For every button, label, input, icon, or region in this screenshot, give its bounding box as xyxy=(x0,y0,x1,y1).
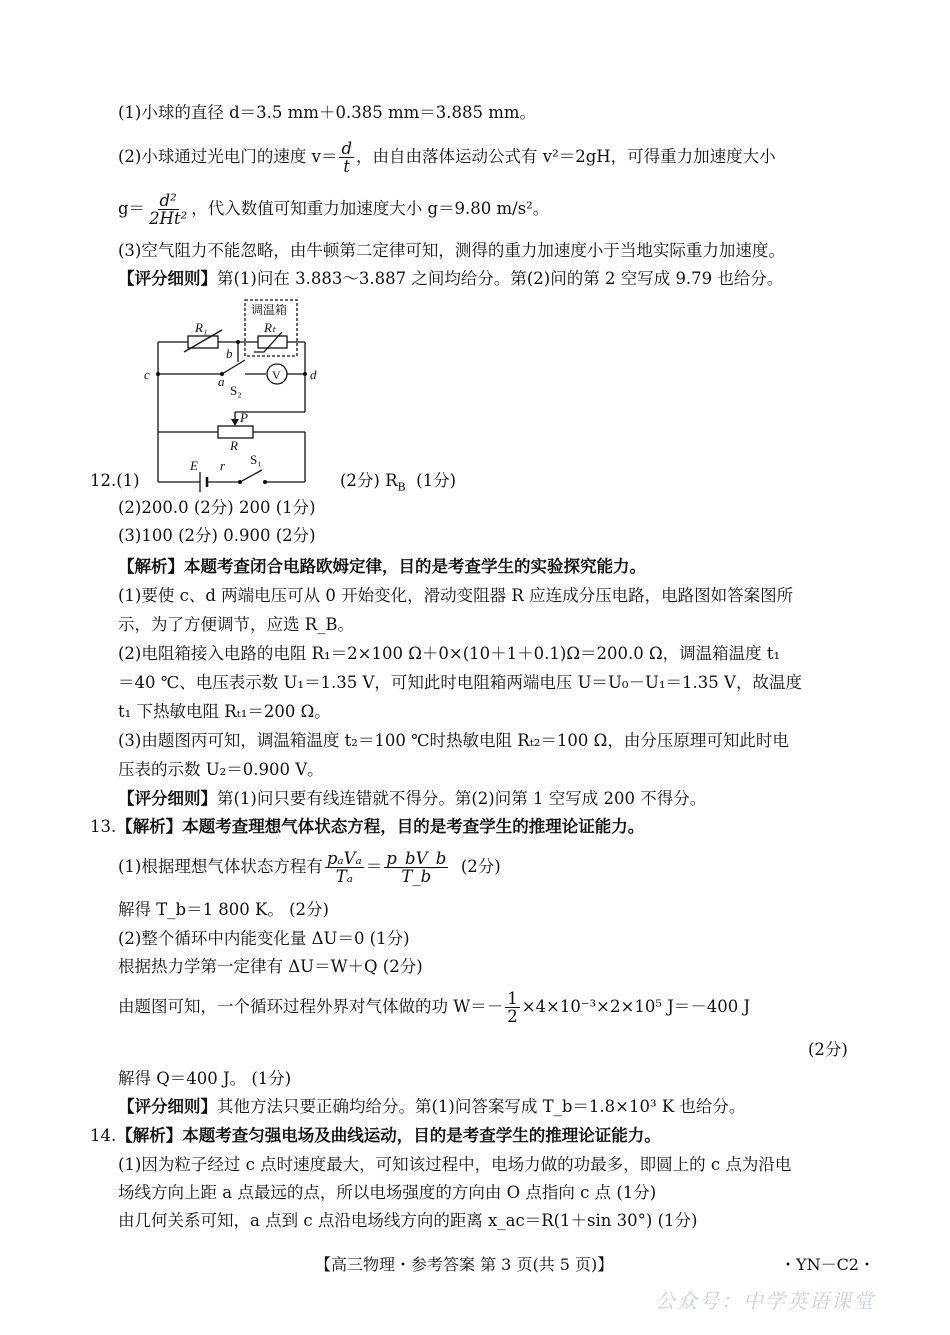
fraction-denominator: Tₐ xyxy=(335,867,353,886)
box-label: 调温箱 xyxy=(251,303,288,317)
scoring-tag: 【评分细则】 xyxy=(118,1097,217,1116)
analysis-text: 本题考查理想气体状态方程，目的是考查学生的推理论证能力。 xyxy=(182,817,645,836)
scoring-tag: 【评分细则】 xyxy=(118,269,217,288)
q11-line-2-text-a: (2)小球通过光电门的速度 v＝ xyxy=(118,147,338,166)
paper-code: ・YN－C2・ xyxy=(780,1255,875,1274)
label-rt: Rₜ xyxy=(264,320,276,335)
fraction-denominator: T_b xyxy=(401,867,432,886)
fraction-denominator: t xyxy=(343,157,351,176)
q12-line-6: (2)电阻箱接入电路的电阻 R₁＝2×100 Ω＋0×(10＋1＋0.1)Ω＝200.0 Ω，调温箱温度 t₁ xyxy=(118,644,781,663)
scoring-tag: 【评分细则】 xyxy=(118,789,217,808)
q11-scoring xyxy=(118,268,783,290)
analysis-tag: 【解析】 xyxy=(116,817,183,836)
q12-scoring xyxy=(118,788,706,810)
label-r-internal: r xyxy=(220,458,226,473)
q13-line-1-text: (1)根据理想气体状态方程有 xyxy=(118,857,323,876)
fraction-d-over-t xyxy=(339,140,354,175)
analysis-text: 本题考查闭合电路欧姆定律，目的是考查学生的实验探究能力。 xyxy=(184,557,646,576)
switch-s2 xyxy=(222,360,245,374)
q12-line-4: (1)要使 c、d 两端电压可从 0 开始变化，滑动变阻器 R 应连成分压电路，电路图如答案图所 xyxy=(118,586,794,605)
node-c xyxy=(156,372,160,376)
q11-line-3 xyxy=(118,192,549,227)
label-p: P xyxy=(240,410,248,425)
analysis-text: 本题考查匀强电场及曲线运动，目的是考查学生的推理论证能力。 xyxy=(182,1126,661,1145)
node-d xyxy=(303,372,307,376)
fraction-numerator: 1 xyxy=(507,989,518,1008)
q13-line-5-text-b: ×4×10⁻³×2×10⁵ J＝－400 J xyxy=(521,997,751,1016)
label-c: c xyxy=(144,367,150,382)
q11-line-3-text-b: ，代入数值可知重力加速度大小 g＝9.80 m/s²。 xyxy=(191,199,550,218)
q13-scoring xyxy=(118,1096,745,1118)
analysis-tag: 【解析】 xyxy=(118,557,184,576)
q14-line-3: 由几何关系可知，a 点到 c 点沿电场线方向的距离 x_ac＝R(1＋sin 30°) (1分) xyxy=(118,1211,698,1230)
q13-line-3: (2)整个循环中内能变化量 ΔU＝0 (1分) xyxy=(118,929,410,948)
circuit-diagram xyxy=(140,292,330,492)
q12-line-2: (3)100 (2分) 0.900 (2分) xyxy=(118,526,316,545)
q12-line-10: 压表的示数 U₂＝0.900 V。 xyxy=(118,760,324,779)
q11-line-2 xyxy=(118,140,776,175)
q14-line-2: 场线方向上距 a 点最远的点，所以电场强度的方向由 O 点指向 c 点 (1分) xyxy=(118,1183,657,1202)
q13-line-6: (2分) xyxy=(808,1040,848,1059)
switch-s1-contact xyxy=(263,480,267,484)
resistor-r1 xyxy=(188,336,218,348)
label-v: V xyxy=(272,368,281,382)
question-number: 14. xyxy=(90,1126,117,1145)
q12-answer-rb: (2分) R xyxy=(340,471,398,490)
switch-s1-pivot xyxy=(238,480,242,484)
q13-analysis xyxy=(90,816,644,838)
q12-line-5: 示，为了方便调节，应选 R_B。 xyxy=(118,615,355,634)
q12-analysis xyxy=(118,556,646,578)
q12-score: (1分) xyxy=(416,471,457,490)
q11-line-2-text-b: ，由自由落体运动公式有 v²＝2gH，可得重力加速度大小 xyxy=(356,147,776,166)
label-a: a xyxy=(218,374,225,389)
fraction-denominator: 2Ht² xyxy=(149,209,188,228)
q11-line-4: (3)空气阻力不能忽略，由牛顿第二定律可知，测得的重力加速度小于当地实际重力加速度。 xyxy=(118,241,785,260)
label-s1: S₁ xyxy=(250,452,262,467)
fraction-numerator: p_bV_b xyxy=(386,849,447,868)
q12-line-7: ＝40 ℃、电压表示数 U₁＝1.35 V，可知此时电阻箱两端电压 U＝U₀－U₁＝1.35 V，故温度 xyxy=(118,673,802,692)
label-s2: S₂ xyxy=(230,383,242,398)
q11-line-3-text-a: g＝ xyxy=(118,199,146,218)
fraction-numerator: d xyxy=(341,139,353,158)
fraction-state-b xyxy=(384,850,448,885)
scoring-text: 其他方法只要正确均给分。第(1)问答案写成 T_b＝1.8×10³ K 也给分。 xyxy=(217,1097,746,1116)
q13-line-5-text-a: 由题图可知，一个循环过程外界对气体做的功 W＝－ xyxy=(118,997,504,1016)
q13-line-7: 解得 Q＝400 J。 (1分) xyxy=(118,1069,292,1088)
q12-line-0a: 12.(1) xyxy=(90,471,140,490)
q13-line-2: 解得 T_b＝1 800 K。 (2分) xyxy=(118,900,329,919)
fraction-numerator: d² xyxy=(159,191,177,210)
analysis-tag: 【解析】 xyxy=(116,1126,183,1145)
q12-line-0b xyxy=(340,470,456,498)
q13-score: (2分) xyxy=(460,857,501,876)
q13-line-1 xyxy=(118,850,501,885)
q14-line-1: (1)因为粒子经过 c 点时速度最大，可知该过程中，电场力做的功最多，即圆上的 c 点为沿电 xyxy=(118,1155,792,1174)
q14-analysis xyxy=(90,1125,661,1147)
q12-line-8: t₁ 下热敏电阻 Rₜ₁＝200 Ω。 xyxy=(118,702,331,721)
question-number: 13. xyxy=(90,817,117,836)
q11-line-1: (1)小球的直径 d＝3.5 mm＋0.385 mm＝3.885 mm。 xyxy=(118,103,537,122)
label-b: b xyxy=(226,346,233,361)
label-r: R xyxy=(230,438,238,453)
equals-sign: ＝ xyxy=(365,857,383,876)
q12-line-1: (2)200.0 (2分) 200 (1分) xyxy=(118,498,316,517)
scoring-text: 第(1)问在 3.883～3.887 之间均给分。第(2)问的第 2 空写成 9.79 也给分。 xyxy=(217,269,784,288)
q12-answer-rb-sub: B xyxy=(397,480,406,494)
q13-line-4: 根据热力学第一定律有 ΔU＝W＋Q (2分) xyxy=(118,957,423,976)
page-footer: 【高三物理・参考答案 第 3 页(共 5 页)】 xyxy=(315,1255,614,1274)
slider-arrow xyxy=(231,419,239,426)
scoring-text: 第(1)问只要有线连错就不得分。第(2)问第 1 空写成 200 不得分。 xyxy=(217,789,707,808)
q12-line-9: (3)由题图丙可知，调温箱温度 t₂＝100 ℃时热敏电阻 Rₜ₂＝100 Ω，由分压原理可知此时电 xyxy=(118,731,789,750)
rheostat-r xyxy=(218,426,253,438)
fraction-numerator: pₐVₐ xyxy=(326,849,362,868)
label-d: d xyxy=(310,367,317,382)
fraction-denominator: 2 xyxy=(507,1007,518,1026)
label-r1: R₁ xyxy=(195,320,208,335)
fraction-state-a xyxy=(325,850,364,885)
fraction-half xyxy=(505,990,520,1025)
label-e: E xyxy=(190,458,198,473)
fraction-gravity xyxy=(147,192,189,227)
watermark: 公众号：中学英语课堂 xyxy=(655,1289,875,1313)
switch-s1 xyxy=(240,470,262,482)
node-b xyxy=(236,340,240,344)
q13-line-5 xyxy=(118,990,750,1025)
